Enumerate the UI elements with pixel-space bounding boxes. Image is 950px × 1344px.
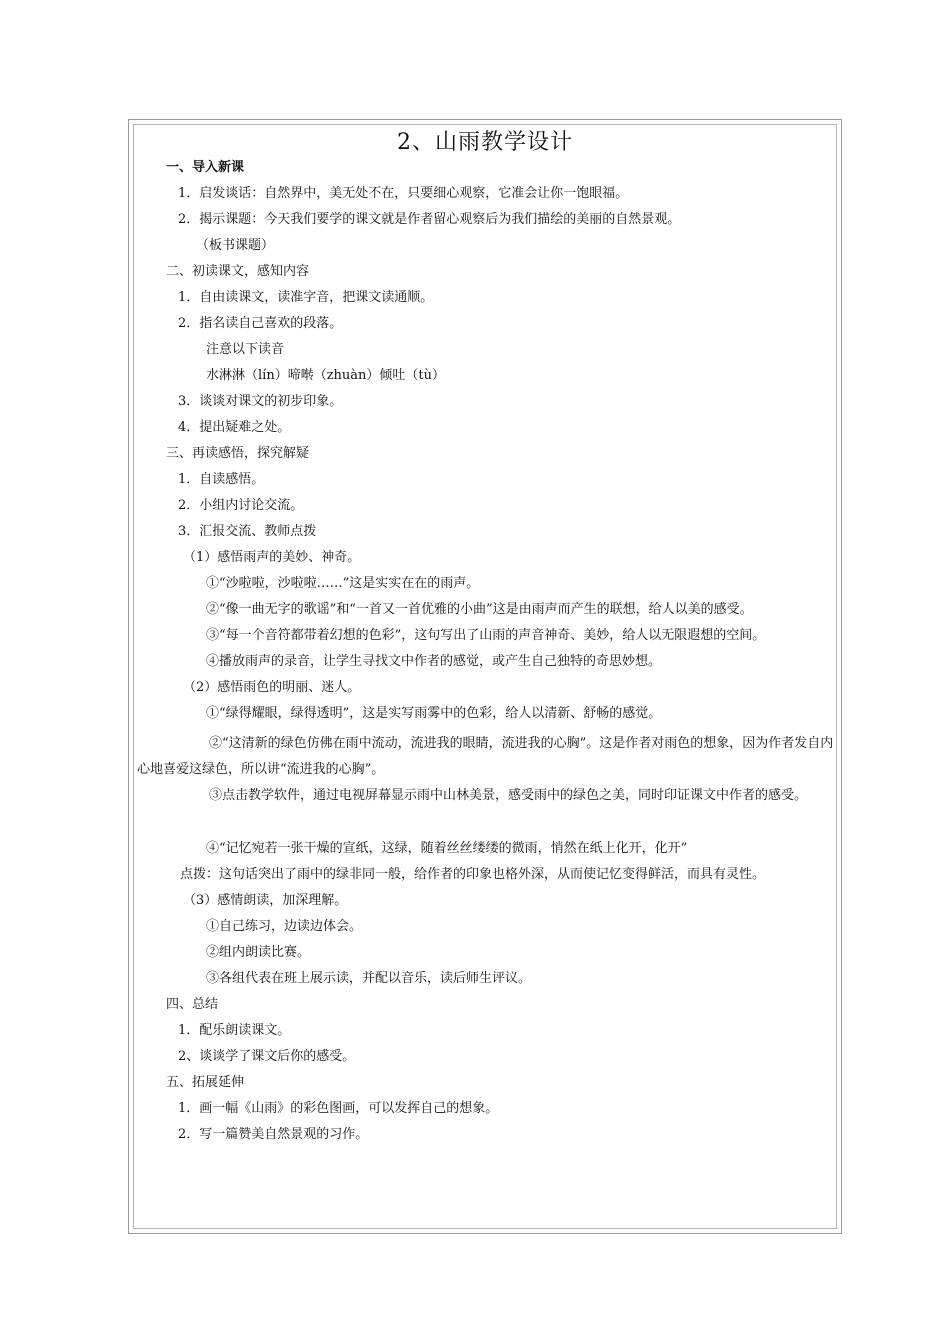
list-item: 水淋淋（lín）啼啭（zhuàn）倾吐（tù） (206, 368, 446, 383)
list-item: 2．揭示课题：今天我们要学的课文就是作者留心观察后为我们描绘的美丽的自然景观。 (178, 212, 681, 227)
list-item: （1）感悟雨声的美妙、神奇。 (183, 550, 361, 565)
list-item: （2）感悟雨色的明丽、迷人。 (183, 680, 361, 695)
list-item: 2．写一篇赞美自然景观的习作。 (178, 1127, 369, 1142)
list-item: 注意以下读音 (206, 342, 285, 357)
list-item: 3．谈谈对课文的初步印象。 (178, 394, 343, 409)
list-item: ④播放雨声的录音，让学生寻找文中作者的感觉，或产生自己独特的奇思妙想。 (206, 654, 662, 669)
page-title: 2、山雨教学设计 (397, 130, 573, 155)
list-item: 3．汇报交流、教师点拨 (178, 524, 317, 539)
list-item: 1．自读感悟。 (178, 472, 265, 487)
list-item: 1．画一幅《山雨》的彩色图画，可以发挥自己的想象。 (178, 1101, 499, 1116)
list-item: ③“每一个音符都带着幻想的色彩”，这句写出了山雨的声音神奇、美妙，给人以无限遐想的空间。 (206, 628, 766, 643)
list-item: 1．启发谈话：自然界中，美无处不在，只要细心观察，它准会让你一饱眼福。 (178, 186, 629, 201)
list-item: ④“记忆宛若一张干燥的宣纸，这绿，随着丝丝缕缕的微雨，悄然在纸上化开，化开” (206, 841, 688, 856)
paragraph-wrapped: ③点击教学软件，通过电视屏幕显示雨中山林美景，感受雨中的绿色之美，同时印证课文中作者的感受。 (209, 788, 808, 803)
section-heading-3: 三、再读感悟，探究解疑 (166, 446, 310, 461)
list-item: 4．提出疑难之处。 (178, 420, 291, 435)
list-item: ②“像一曲无字的歌谣”和“一首又一首优雅的小曲”这是由雨声而产生的联想，给人以美的感受。 (206, 602, 753, 617)
list-item: （3）感情朗读，加深理解。 (183, 893, 348, 908)
list-item: ①“绿得耀眼，绿得透明”，这是实写雨雾中的色彩，给人以清新、舒畅的感觉。 (206, 706, 662, 721)
section-heading-2: 二、初读课文，感知内容 (166, 264, 310, 279)
list-item: 2．指名读自己喜欢的段落。 (178, 316, 343, 331)
list-item: 点拨：这句话突出了雨中的绿非同一般，给作者的印象也格外深，从而使记忆变得鲜活，而具有灵性。 (180, 867, 766, 882)
paragraph-wrapped: ②“这清新的绿色仿佛在雨中流动，流进我的眼睛，流进我的心胸”。这是作者对雨色的想象，因为作者发自内心地喜爱这绿色，所以讲“流进我的心胸”。 (137, 736, 834, 777)
section-heading-4: 四、总结 (166, 997, 219, 1012)
list-item: ③各组代表在班上展示读，并配以音乐，读后师生评议。 (206, 971, 532, 986)
section-heading-5: 五、拓展延伸 (166, 1075, 245, 1090)
list-item: 1．自由读课文，读准字音，把课文读通顺。 (178, 290, 434, 305)
list-item: （板书课题） (196, 238, 275, 253)
list-item: 1．配乐朗读课文。 (178, 1023, 291, 1038)
list-item: ②组内朗读比赛。 (206, 945, 311, 960)
section-heading-1: 一、导入新课 (166, 160, 245, 175)
list-item: ①自己练习，边读边体会。 (206, 919, 363, 934)
list-item: ①“沙啦啦，沙啦啦……”这是实实在在的雨声。 (206, 576, 480, 591)
list-item: 2、谈谈学了课文后你的感受。 (178, 1049, 356, 1064)
list-item: 2．小组内讨论交流。 (178, 498, 304, 513)
